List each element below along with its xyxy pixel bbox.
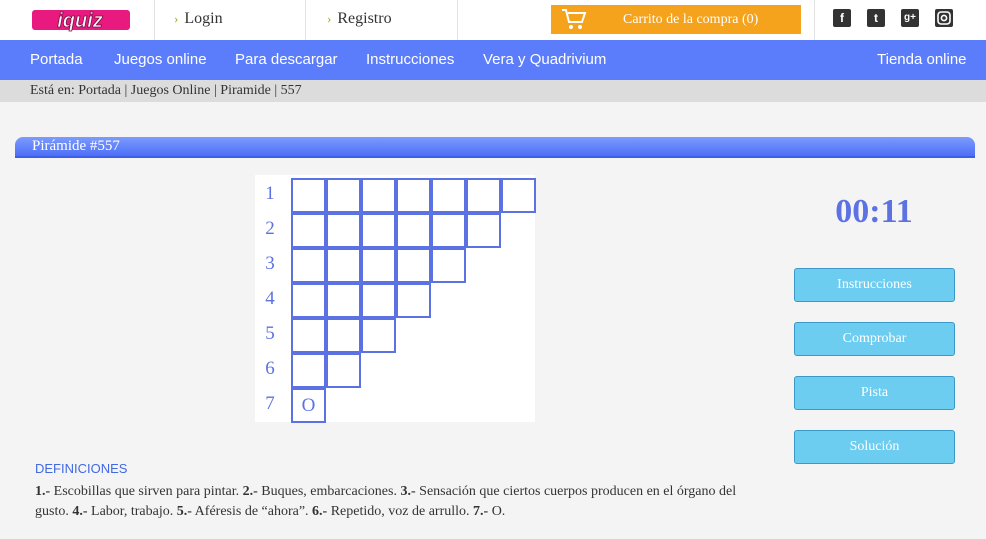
definition-text: Buques, embarcaciones.: [257, 484, 401, 499]
definition-text: Repetido, voz de arrullo.: [327, 504, 474, 519]
check-button[interactable]: Comprobar: [794, 322, 955, 356]
grid-cell[interactable]: [291, 318, 326, 353]
nav-item-portada[interactable]: Portada: [30, 51, 83, 68]
grid-cell[interactable]: [326, 318, 361, 353]
chevron-right-icon: ›: [174, 11, 179, 26]
grid-cell[interactable]: [396, 248, 431, 283]
cart-icon: [561, 7, 587, 31]
grid-cell[interactable]: [291, 353, 326, 388]
cart-button[interactable]: [551, 5, 801, 34]
row-number: 1: [265, 183, 275, 204]
grid-cell[interactable]: [291, 178, 326, 213]
nav-item-vera-quadrivium[interactable]: Vera y Quadrivium: [483, 51, 607, 68]
row-number: 6: [265, 358, 275, 379]
definition-text: Escobillas que sirven para pintar.: [50, 484, 243, 499]
divider: [154, 0, 155, 40]
hint-button[interactable]: Pista: [794, 376, 955, 410]
grid-cell[interactable]: [291, 213, 326, 248]
definition-number: 7.-: [473, 504, 489, 519]
definition-text: Sensación que ciertos cuerpos producen en el órgano del gusto.: [35, 484, 737, 519]
grid-cell[interactable]: [466, 213, 501, 248]
chevron-right-icon: ›: [327, 11, 332, 26]
breadcrumb-text: Está en: Portada | Juegos Online | Piramide | 557: [30, 83, 302, 98]
login-link[interactable]: [174, 10, 223, 28]
register-link[interactable]: [327, 10, 392, 28]
row-number: 3: [265, 253, 275, 274]
instructions-button[interactable]: Instrucciones: [794, 268, 955, 302]
main-nav: [0, 40, 986, 80]
grid-cell[interactable]: [326, 178, 361, 213]
puzzle-title-bar: [15, 137, 975, 158]
solution-button[interactable]: Solución: [794, 430, 955, 464]
cart-label: Carrito de la compra (0): [623, 12, 759, 27]
grid-cell[interactable]: [361, 283, 396, 318]
puzzle-title: Pirámide #557: [32, 138, 120, 154]
nav-item-para-descargar[interactable]: Para descargar: [235, 51, 338, 68]
row-number: 4: [265, 288, 275, 309]
divider: [305, 0, 306, 40]
timer: 00:11: [835, 193, 913, 230]
grid-cell[interactable]: [326, 353, 361, 388]
twitter-icon[interactable]: t: [867, 9, 885, 27]
grid-cell[interactable]: [326, 248, 361, 283]
definition-number: 6.-: [312, 504, 328, 519]
breadcrumb: [0, 80, 986, 102]
divider: [457, 0, 458, 40]
logo-text: iquiz: [57, 10, 103, 32]
definition-number: 3.-: [400, 484, 416, 499]
grid-cell[interactable]: [361, 213, 396, 248]
register-label: Registro: [337, 10, 392, 27]
definition-text: Labor, trabajo.: [87, 504, 177, 519]
definition-text: Aféresis de “ahora”.: [191, 504, 313, 519]
google-plus-icon[interactable]: g+: [901, 9, 919, 27]
grid-cell[interactable]: [466, 178, 501, 213]
grid-cell[interactable]: [361, 318, 396, 353]
grid-cell[interactable]: [431, 213, 466, 248]
login-label: Login: [184, 10, 223, 27]
iquiz-logo[interactable]: [22, 6, 132, 34]
facebook-icon[interactable]: f: [833, 9, 851, 27]
row-number: 7: [265, 393, 275, 414]
definition-number: 5.-: [176, 504, 192, 519]
instagram-icon[interactable]: [935, 9, 953, 27]
grid-cell[interactable]: [326, 213, 361, 248]
grid-cell[interactable]: [326, 283, 361, 318]
definition-number: 2.-: [242, 484, 258, 499]
grid-cell[interactable]: O: [291, 388, 326, 423]
grid-cell[interactable]: [396, 178, 431, 213]
definition-number: 1.-: [35, 484, 51, 499]
row-number: 2: [265, 218, 275, 239]
row-number: 5: [265, 323, 275, 344]
definitions-list: [35, 482, 755, 522]
definition-text: O.: [488, 504, 506, 519]
top-bar: [0, 0, 986, 40]
divider: [814, 0, 815, 40]
definition-number: 4.-: [72, 504, 88, 519]
grid-cell[interactable]: [431, 248, 466, 283]
grid-cell[interactable]: [396, 213, 431, 248]
grid-cell[interactable]: [361, 178, 396, 213]
grid-cell[interactable]: [291, 248, 326, 283]
grid-cell[interactable]: [291, 283, 326, 318]
grid-cell[interactable]: [431, 178, 466, 213]
nav-item-juegos-online[interactable]: Juegos online: [114, 51, 207, 68]
nav-item-tienda-online[interactable]: Tienda online: [877, 51, 967, 68]
definitions-title: DEFINICIONES: [35, 461, 128, 476]
grid-cell[interactable]: [501, 178, 536, 213]
nav-item-instrucciones[interactable]: Instrucciones: [366, 51, 455, 68]
grid-cell[interactable]: [361, 248, 396, 283]
grid-cell[interactable]: [396, 283, 431, 318]
